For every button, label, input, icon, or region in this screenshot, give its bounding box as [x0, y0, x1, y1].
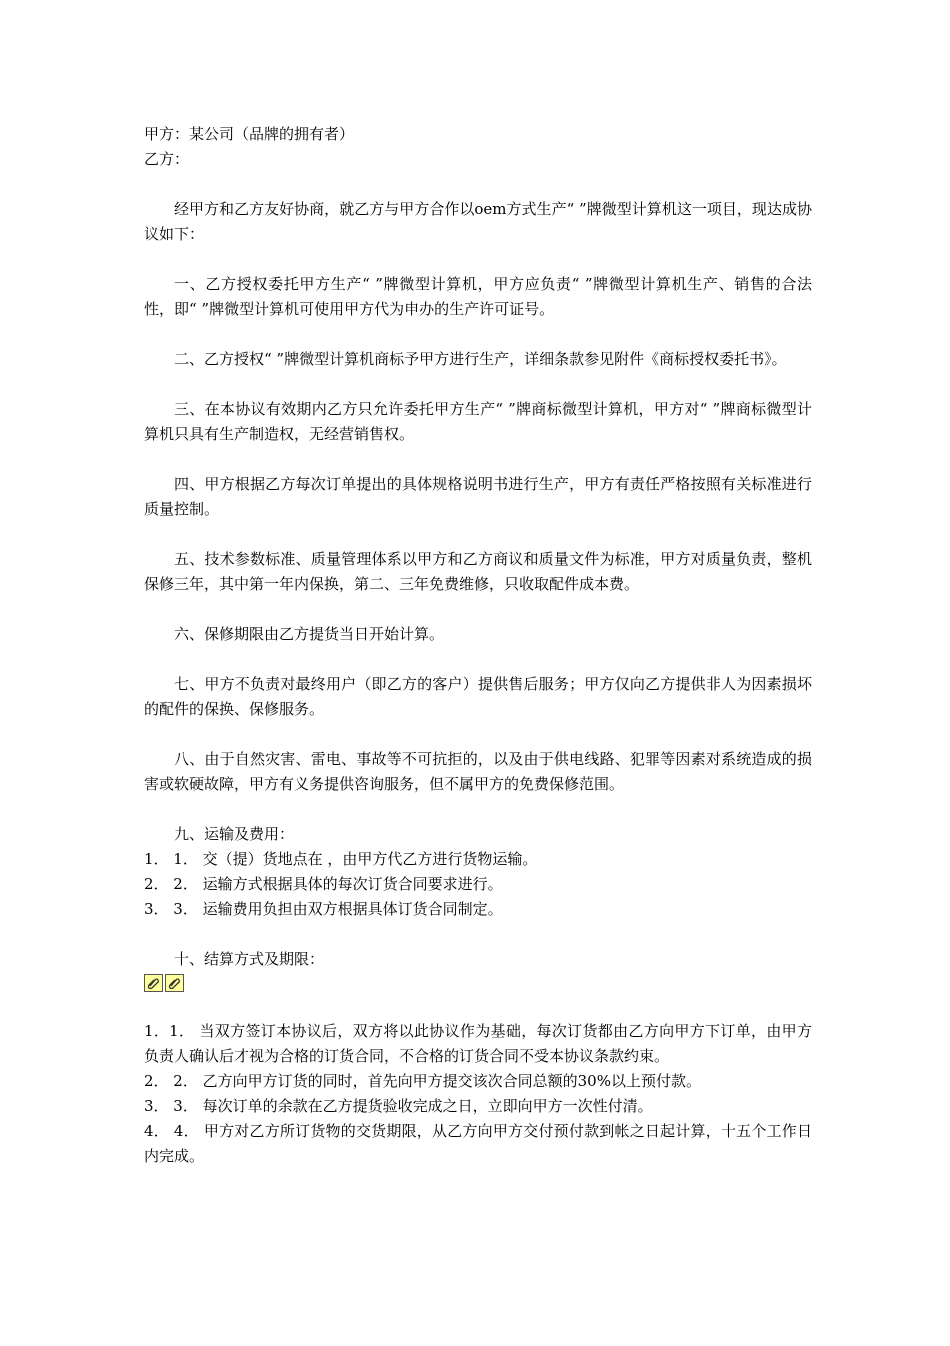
- attachment-icon[interactable]: [144, 974, 163, 992]
- clause-4: 四、甲方根据乙方每次订单提出的具体规格说明书进行生产，甲方有责任严格按照有关标准进行质量控制。: [144, 475, 812, 518]
- clause-2: 二、乙方授权“ ”牌微型计算机商标予甲方进行生产，详细条款参见附件《商标授权委托书》。: [174, 350, 787, 368]
- attachment-icon[interactable]: [165, 974, 184, 992]
- spacer: [144, 922, 812, 947]
- party-b-line: 乙方：: [144, 150, 190, 168]
- settlement-item-2: 2． 2． 乙方向甲方订货的同时，首先向甲方提交该次合同总额的30%以上预付款。: [144, 1072, 701, 1090]
- spacer: [144, 722, 812, 747]
- spacer: [144, 247, 812, 272]
- embedded-object-icons: [144, 974, 812, 994]
- spacer: [144, 597, 812, 622]
- settlement-item-1: 1．1． 当双方签订本协议后，双方将以此协议作为基础，每次订货都由乙方向甲方下订单，由甲方负责人确认后才视为合格的订货合同，不合格的订货合同不受本协议条款约束。: [144, 1022, 812, 1065]
- party-a-line: 甲方：某公司（品牌的拥有者）: [144, 125, 355, 143]
- spacer: [144, 522, 812, 547]
- spacer: [144, 994, 812, 1019]
- clause-6: 六、保修期限由乙方提货当日开始计算。: [174, 625, 445, 643]
- spacer: [144, 447, 812, 472]
- clause-8: 八、由于自然灾害、雷电、事故等不可抗拒的，以及由于供电线路、犯罪等因素对系统造成的损害或软硬故障，甲方有义务提供咨询服务，但不属甲方的免费保修范围。: [144, 750, 812, 793]
- spacer: [144, 797, 812, 822]
- spacer: [144, 322, 812, 347]
- clause-1: 一、乙方授权委托甲方生产“ ”牌微型计算机，甲方应负责“ ”牌微型计算机生产、销售的合法性，即“ ”牌微型计算机可使用甲方代为申办的生产许可证号。: [144, 275, 812, 318]
- clause-5: 五、技术参数标准、质量管理体系以甲方和乙方商议和质量文件为标准，甲方对质量负责，整机保修三年，其中第一年内保换，第二、三年免费维修，只收取配件成本费。: [144, 550, 812, 593]
- clause-7: 七、甲方不负责对最终用户（即乙方的客户）提供售后服务；甲方仅向乙方提供非人为因素损坏的配件的保换、保修服务。: [144, 675, 812, 718]
- settlement-title: 十、结算方式及期限：: [174, 950, 325, 968]
- transport-title: 九、运输及费用：: [174, 825, 295, 843]
- intro-paragraph: 经甲方和乙方友好协商，就乙方与甲方合作以oem方式生产“ ”牌微型计算机这一项目，现达成协议如下：: [144, 200, 812, 243]
- spacer: [144, 172, 812, 197]
- transport-item-2: 2． 2． 运输方式根据具体的每次订货合同要求进行。: [144, 875, 503, 893]
- settlement-item-3: 3． 3． 每次订单的余款在乙方提货验收完成之日，立即向甲方一次性付清。: [144, 1097, 653, 1115]
- spacer: [144, 647, 812, 672]
- transport-item-3: 3． 3． 运输费用负担由双方根据具体订货合同制定。: [144, 900, 503, 918]
- transport-item-1: 1． 1． 交（提）货地点在 ，由甲方代乙方进行货物运输。: [144, 850, 538, 868]
- spacer: [144, 372, 812, 397]
- document-page: [144, 122, 812, 1169]
- settlement-item-4: 4． 4． 甲方对乙方所订货物的交货期限，从乙方向甲方交付预付款到帐之日起计算，十五个工作日内完成。: [144, 1122, 812, 1165]
- clause-3: 三、在本协议有效期内乙方只允许委托甲方生产“ ”牌商标微型计算机，甲方对“ ”牌商标微型计算机只具有生产制造权，无经营销售权。: [144, 400, 812, 443]
